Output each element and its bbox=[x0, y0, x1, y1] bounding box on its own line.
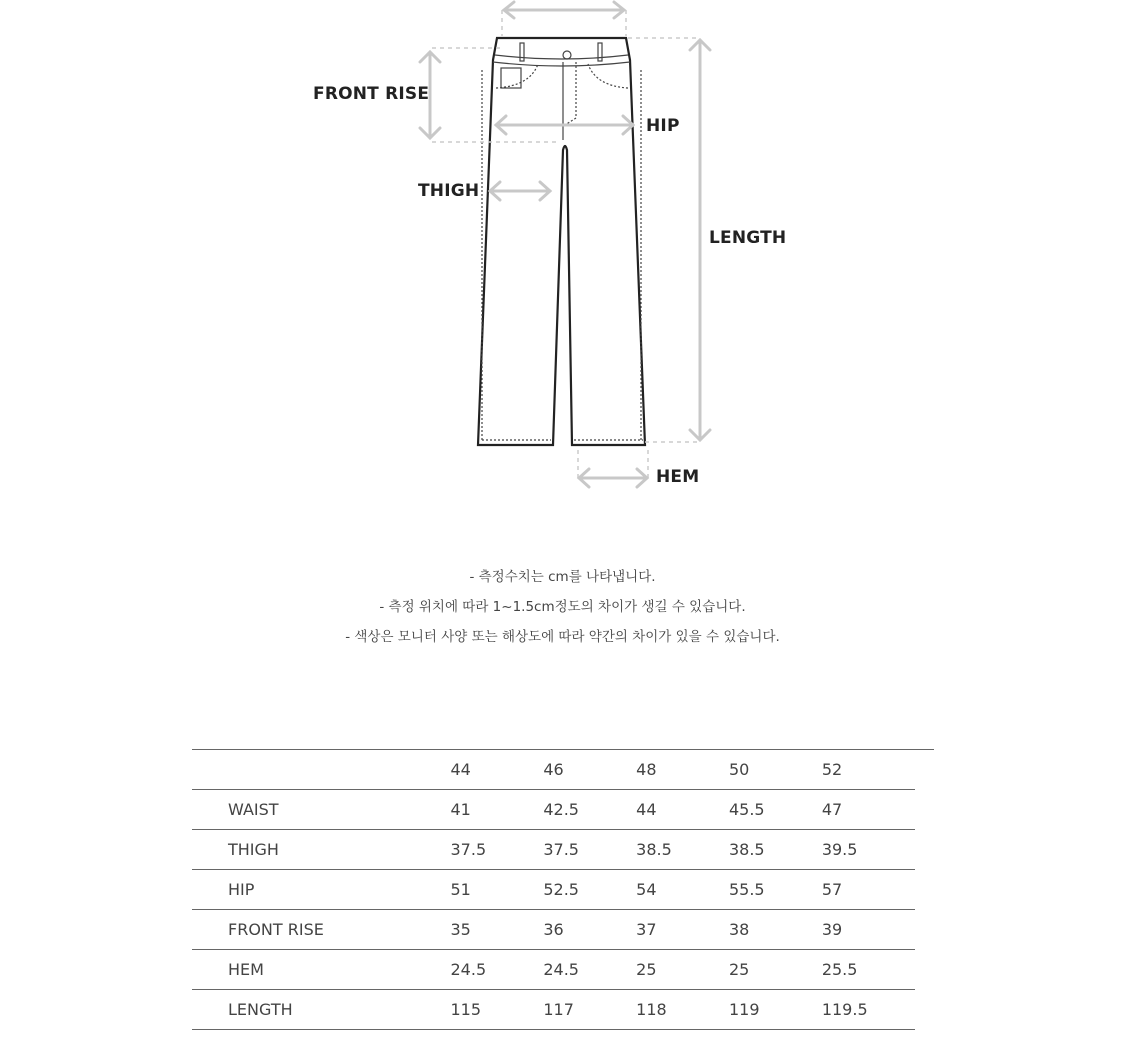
table-cell: 24.5 bbox=[543, 950, 636, 990]
table-cell: 36 bbox=[543, 910, 636, 950]
table-cell: 51 bbox=[451, 870, 544, 910]
table-cell: 37.5 bbox=[451, 830, 544, 870]
row-label: HIP bbox=[192, 870, 451, 910]
size-header: 44 bbox=[451, 750, 544, 790]
table-header-row bbox=[192, 750, 934, 790]
table-cell: 119 bbox=[729, 990, 822, 1030]
table-cell: 115 bbox=[451, 990, 544, 1030]
table-cell: 37.5 bbox=[543, 830, 636, 870]
table-row bbox=[192, 910, 934, 950]
table-cell: 57 bbox=[822, 870, 916, 910]
size-header: 50 bbox=[729, 750, 822, 790]
table-cell: 47 bbox=[822, 790, 916, 830]
table-cell: 25.5 bbox=[822, 950, 916, 990]
table-cell: 38 bbox=[729, 910, 822, 950]
table-cell: 37 bbox=[636, 910, 729, 950]
size-table bbox=[192, 749, 934, 1030]
pants-outline bbox=[478, 38, 645, 445]
row-label: FRONT RISE bbox=[192, 910, 451, 950]
table-cell: 119.5 bbox=[822, 990, 916, 1030]
note-line: - 측정수치는 cm를 나타냅니다. bbox=[469, 569, 656, 585]
pants-diagram bbox=[0, 0, 1125, 520]
table-cell: 25 bbox=[636, 950, 729, 990]
row-label: HEM bbox=[192, 950, 451, 990]
table-row bbox=[192, 790, 934, 830]
table-cell: 118 bbox=[636, 990, 729, 1030]
row-label: WAIST bbox=[192, 790, 451, 830]
table-cell: 45.5 bbox=[729, 790, 822, 830]
front-rise-label: FRONT RISE bbox=[313, 84, 430, 104]
table-cell: 38.5 bbox=[729, 830, 822, 870]
size-header: 46 bbox=[543, 750, 636, 790]
size-header: 52 bbox=[822, 750, 916, 790]
row-label: LENGTH bbox=[192, 990, 451, 1030]
table-cell: 52.5 bbox=[543, 870, 636, 910]
table-row bbox=[192, 870, 934, 910]
table-cell: 39.5 bbox=[822, 830, 916, 870]
size-header: 48 bbox=[636, 750, 729, 790]
table-row bbox=[192, 830, 934, 870]
table-cell: 38.5 bbox=[636, 830, 729, 870]
note-line: - 색상은 모니터 사양 또는 해상도에 따라 약간의 차이가 있을 수 있습니다. bbox=[345, 629, 780, 645]
length-label: LENGTH bbox=[709, 228, 787, 248]
table-cell: 41 bbox=[451, 790, 544, 830]
hem-label: HEM bbox=[656, 467, 700, 487]
hip-label: HIP bbox=[646, 116, 680, 136]
table-row bbox=[192, 990, 934, 1030]
table-cell: 42.5 bbox=[543, 790, 636, 830]
table-cell: 55.5 bbox=[729, 870, 822, 910]
table-cell: 54 bbox=[636, 870, 729, 910]
measurement-notes bbox=[0, 562, 1125, 652]
table-cell: 44 bbox=[636, 790, 729, 830]
row-label: THIGH bbox=[192, 830, 451, 870]
table-cell: 39 bbox=[822, 910, 916, 950]
thigh-label: THIGH bbox=[418, 181, 480, 201]
table-cell: 25 bbox=[729, 950, 822, 990]
table-cell: 24.5 bbox=[451, 950, 544, 990]
table-cell: 35 bbox=[451, 910, 544, 950]
note-line: - 측정 위치에 따라 1~1.5cm정도의 차이가 생길 수 있습니다. bbox=[379, 599, 746, 615]
table-cell: 117 bbox=[543, 990, 636, 1030]
table-row bbox=[192, 950, 934, 990]
